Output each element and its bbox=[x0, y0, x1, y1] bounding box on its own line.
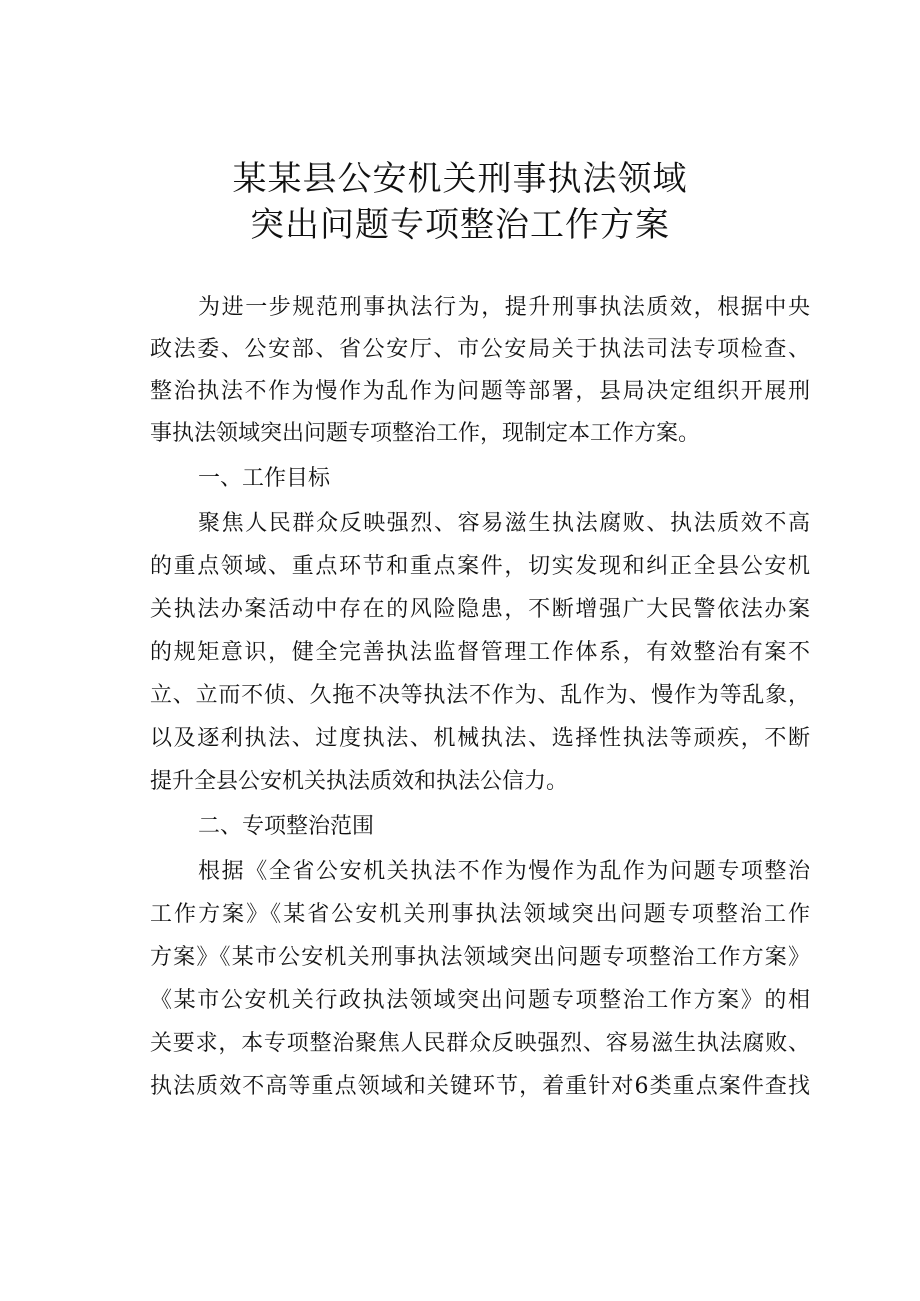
intro-paragraph-line: 事执法领域突出问题专项整治工作，现制定本工作方案。 bbox=[150, 421, 701, 446]
goals-paragraph-line: 的重点领域、重点环节和重点案件，切实发现和纠正全县公安机 bbox=[150, 554, 810, 579]
goals-paragraph-line: 的规矩意识，健全完善执法监督管理工作体系，有效整治有案不 bbox=[150, 640, 810, 665]
goals-paragraph-line: 立、立而不侦、久拖不决等执法不作为、乱作为、慢作为等乱象， bbox=[150, 683, 810, 708]
goals-paragraph-line: 聚焦人民群众反映强烈、容易滋生执法腐败、执法质效不高 bbox=[198, 511, 810, 536]
scope-paragraph-line: 方案》《某市公安机关刑事执法领域突出问题专项整治工作方案》 bbox=[150, 945, 810, 970]
scope-paragraph-line: 关要求，本专项整治聚焦人民群众反映强烈、容易滋生执法腐败、 bbox=[150, 1031, 810, 1056]
goals-paragraph-line: 提升全县公安机关执法质效和执法公信力。 bbox=[150, 769, 569, 794]
goals-paragraph-line: 关执法办案活动中存在的风险隐患，不断增强广大民警依法办案 bbox=[150, 597, 810, 622]
section-heading-goals: 一、工作目标 bbox=[198, 466, 331, 491]
document-title-line-2: 突出问题专项整治工作方案 bbox=[250, 205, 670, 245]
scope-paragraph-line: 《某市公安机关行政执法领域突出问题专项整治工作方案》的相 bbox=[150, 988, 810, 1013]
scope-paragraph-line: 根据《全省公安机关执法不作为慢作为乱作为问题专项整治 bbox=[198, 859, 810, 884]
scope-paragraph-line: 执法质效不高等重点领域和关键环节，着重针对6类重点案件查找 bbox=[150, 1074, 810, 1099]
intro-paragraph-line: 整治执法不作为慢作为乱作为问题等部署，县局决定组织开展刑 bbox=[150, 379, 810, 404]
section-heading-scope: 二、专项整治范围 bbox=[198, 814, 375, 839]
intro-paragraph-line: 政法委、公安部、省公安厅、市公安局关于执法司法专项检查、 bbox=[150, 337, 810, 362]
goals-paragraph-line: 以及逐利执法、过度执法、机械执法、选择性执法等顽疾，不断 bbox=[150, 726, 810, 751]
intro-paragraph-line: 为进一步规范刑事执法行为，提升刑事执法质效，根据中央 bbox=[198, 295, 810, 320]
document-title-line-1: 某某县公安机关刑事执法领域 bbox=[232, 159, 688, 199]
scope-paragraph-line: 工作方案》《某省公安机关刑事执法领域突出问题专项整治工作 bbox=[150, 902, 810, 927]
